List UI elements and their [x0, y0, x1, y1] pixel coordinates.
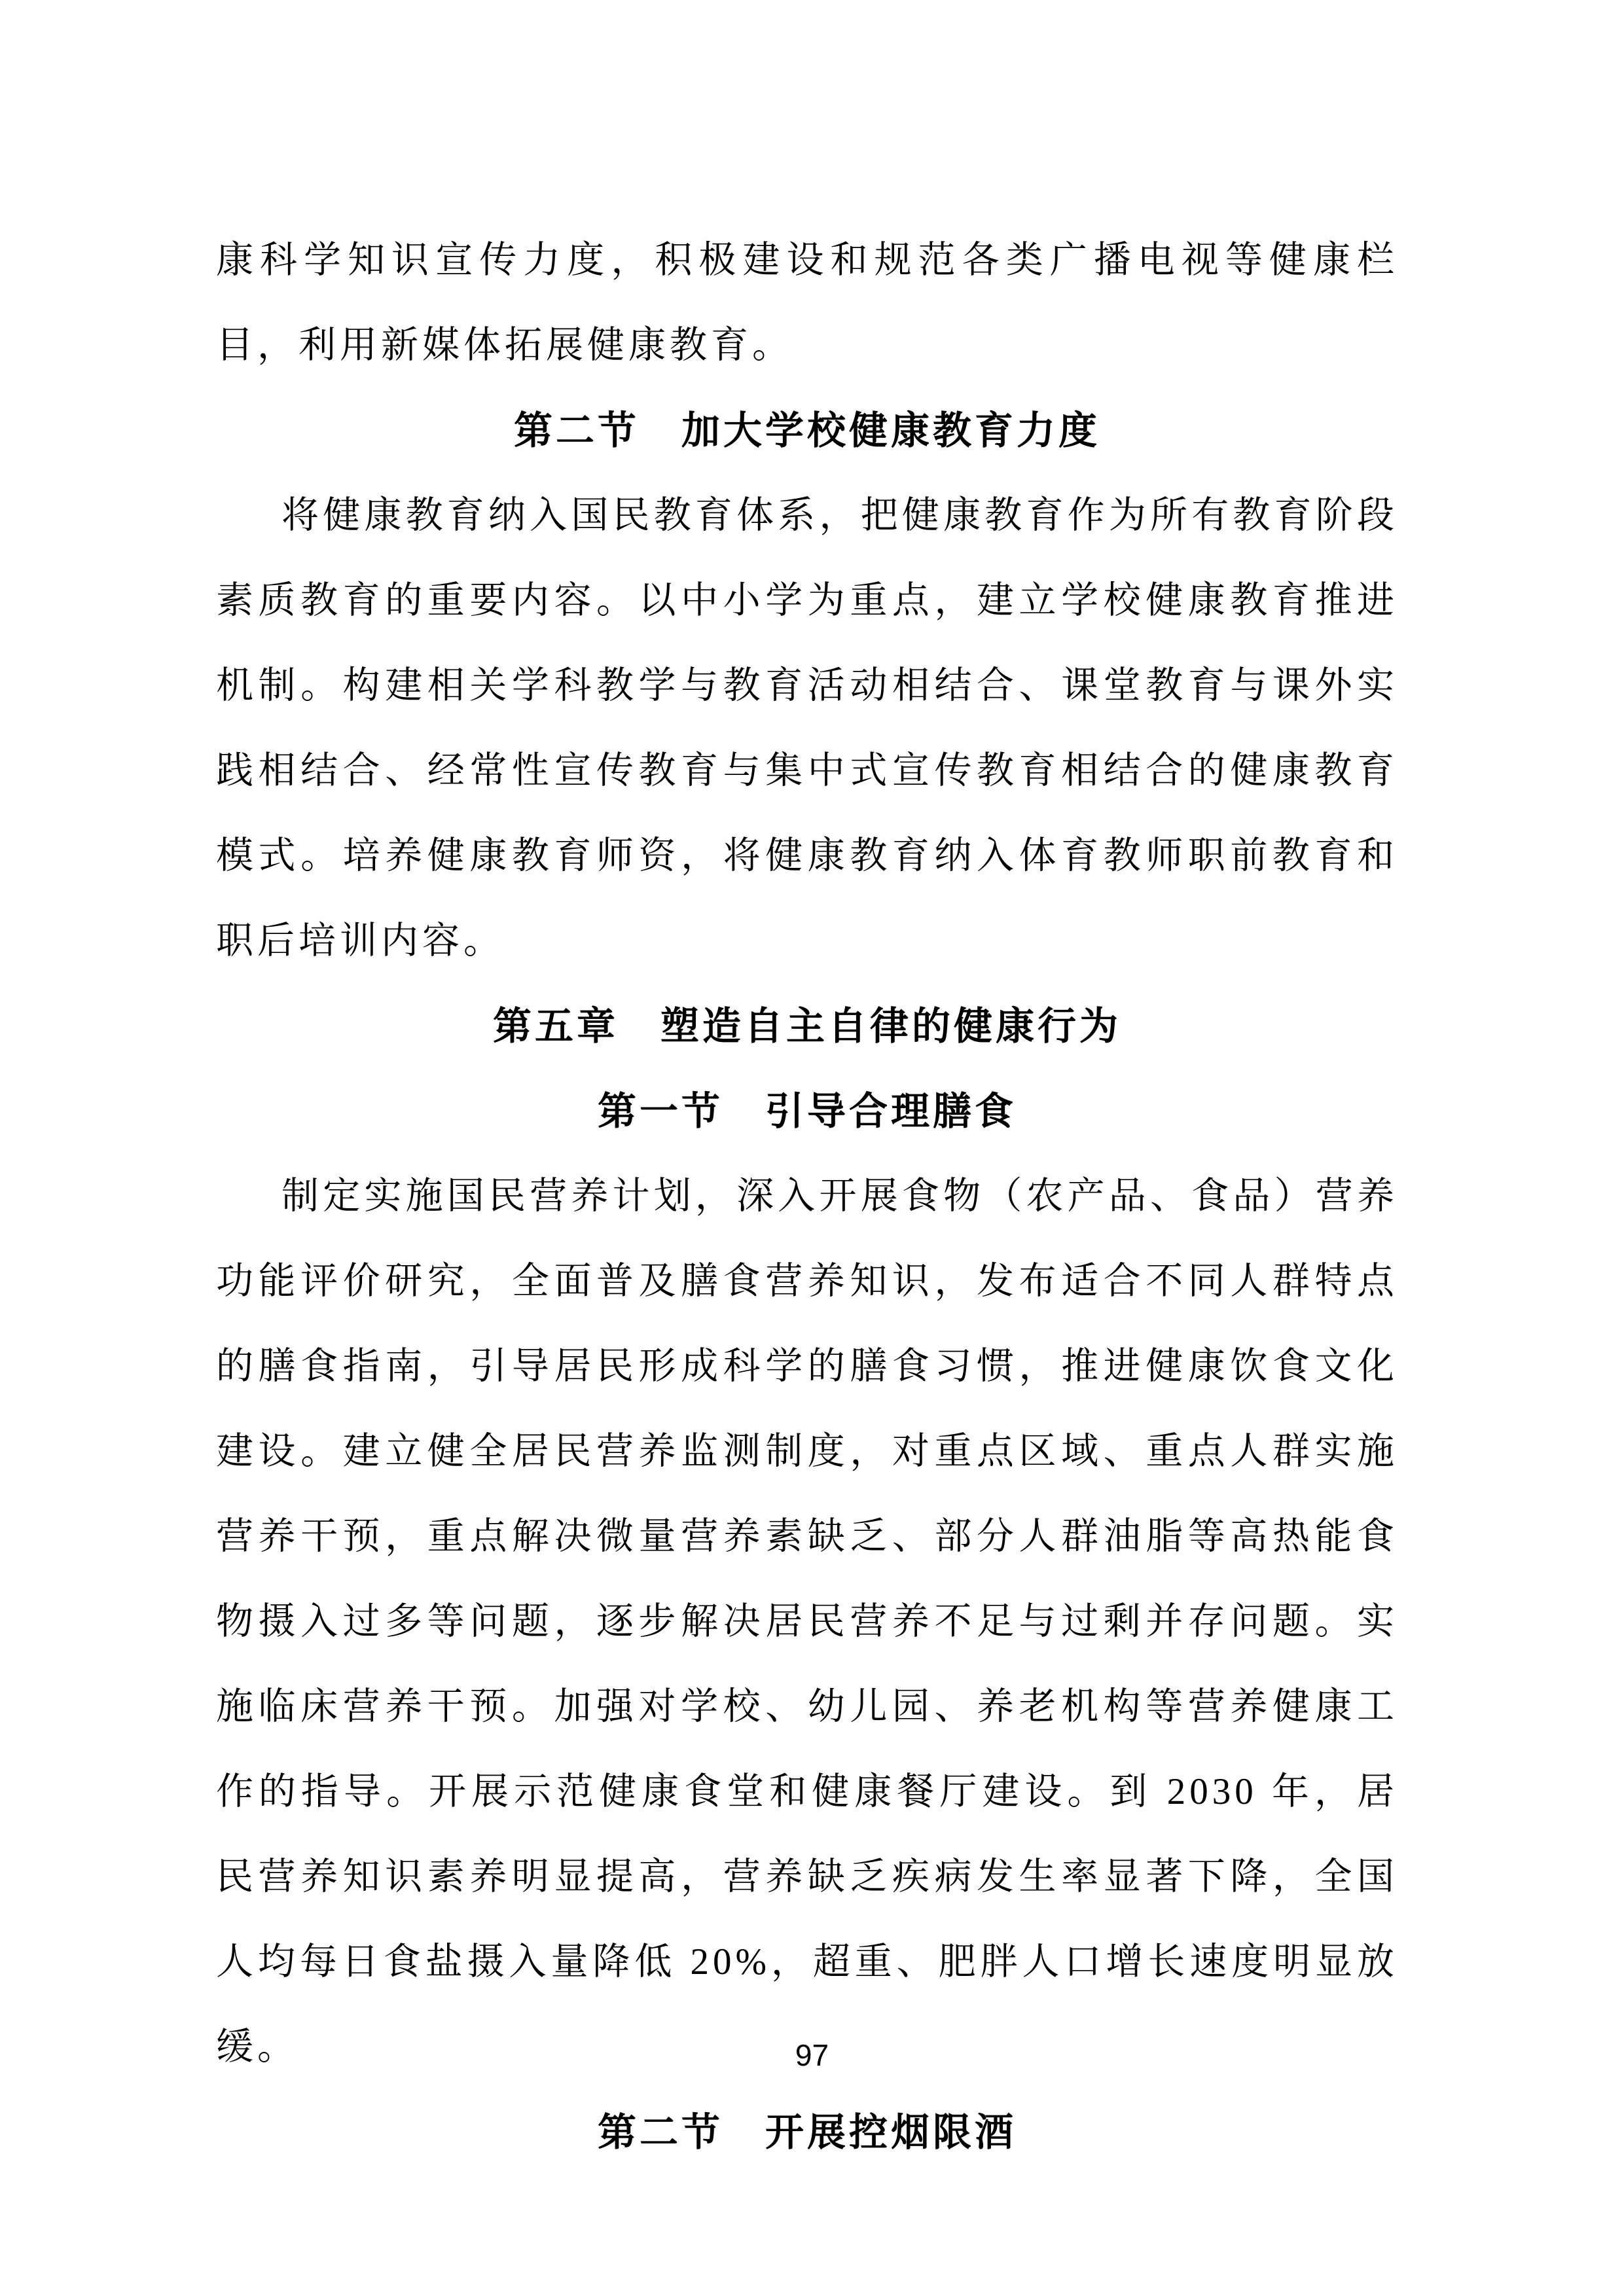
section-heading-school-health-education: 第二节 加大学校健康教育力度 — [513, 409, 1100, 452]
body-paragraph: 将健康教育纳入国民教育体系，把健康教育作为所有教育阶段素质教育的重要内容。以中小学为重点，建立学校健康教育推进机制。构建相关学科教学与教育活动相结合、课堂教育与课外实践相结合、经常性宣传教育与集中式宣传教育相结合的健康教育模式。培养健康教育师资，将健康教育纳入体育教师职前教育和职后培训内容。 — [216, 495, 1398, 961]
document-body — [216, 218, 1398, 2175]
section-heading-tobacco-alcohol-control: 第二节 开展控烟限酒 — [597, 2111, 1017, 2154]
body-paragraph: 制定实施国民营养计划，深入开展食物（农产品、食品）营养功能评价研究，全面普及膳食营养知识，发布适合不同人群特点的膳食指南，引导居民形成科学的膳食习惯，推进健康饮食文化建设。建立健全居民营养监测制度，对重点区域、重点人群实施营养干预，重点解决微量营养素缺乏、部分人群油脂等高热能食物摄入过多等问题，逐步解决居民营养不足与过剩并存问题。实施临床营养干预。加强对学校、幼儿园、养老机构等营养健康工作的指导。开展示范健康食堂和健康餐厅建设。到 2030 年，居民营养知识素养明显提高，营养缺乏疾病发生率显著下降，全国人均每日食盐摄入量降低 20%，超重、肥胖人口增长速度明显放缓。 — [216, 1175, 1398, 2068]
page-footer — [0, 2037, 1624, 2073]
body-paragraph-continued: 康科学知识宣传力度，积极建设和规范各类广播电视等健康栏目，利用新媒体拓展健康教育。 — [216, 240, 1398, 366]
section-heading-rational-diet: 第一节 引导合理膳食 — [597, 1090, 1017, 1133]
page-number: 97 — [795, 2038, 829, 2072]
chapter-heading-healthy-behavior: 第五章 塑造自主自律的健康行为 — [492, 1005, 1121, 1048]
